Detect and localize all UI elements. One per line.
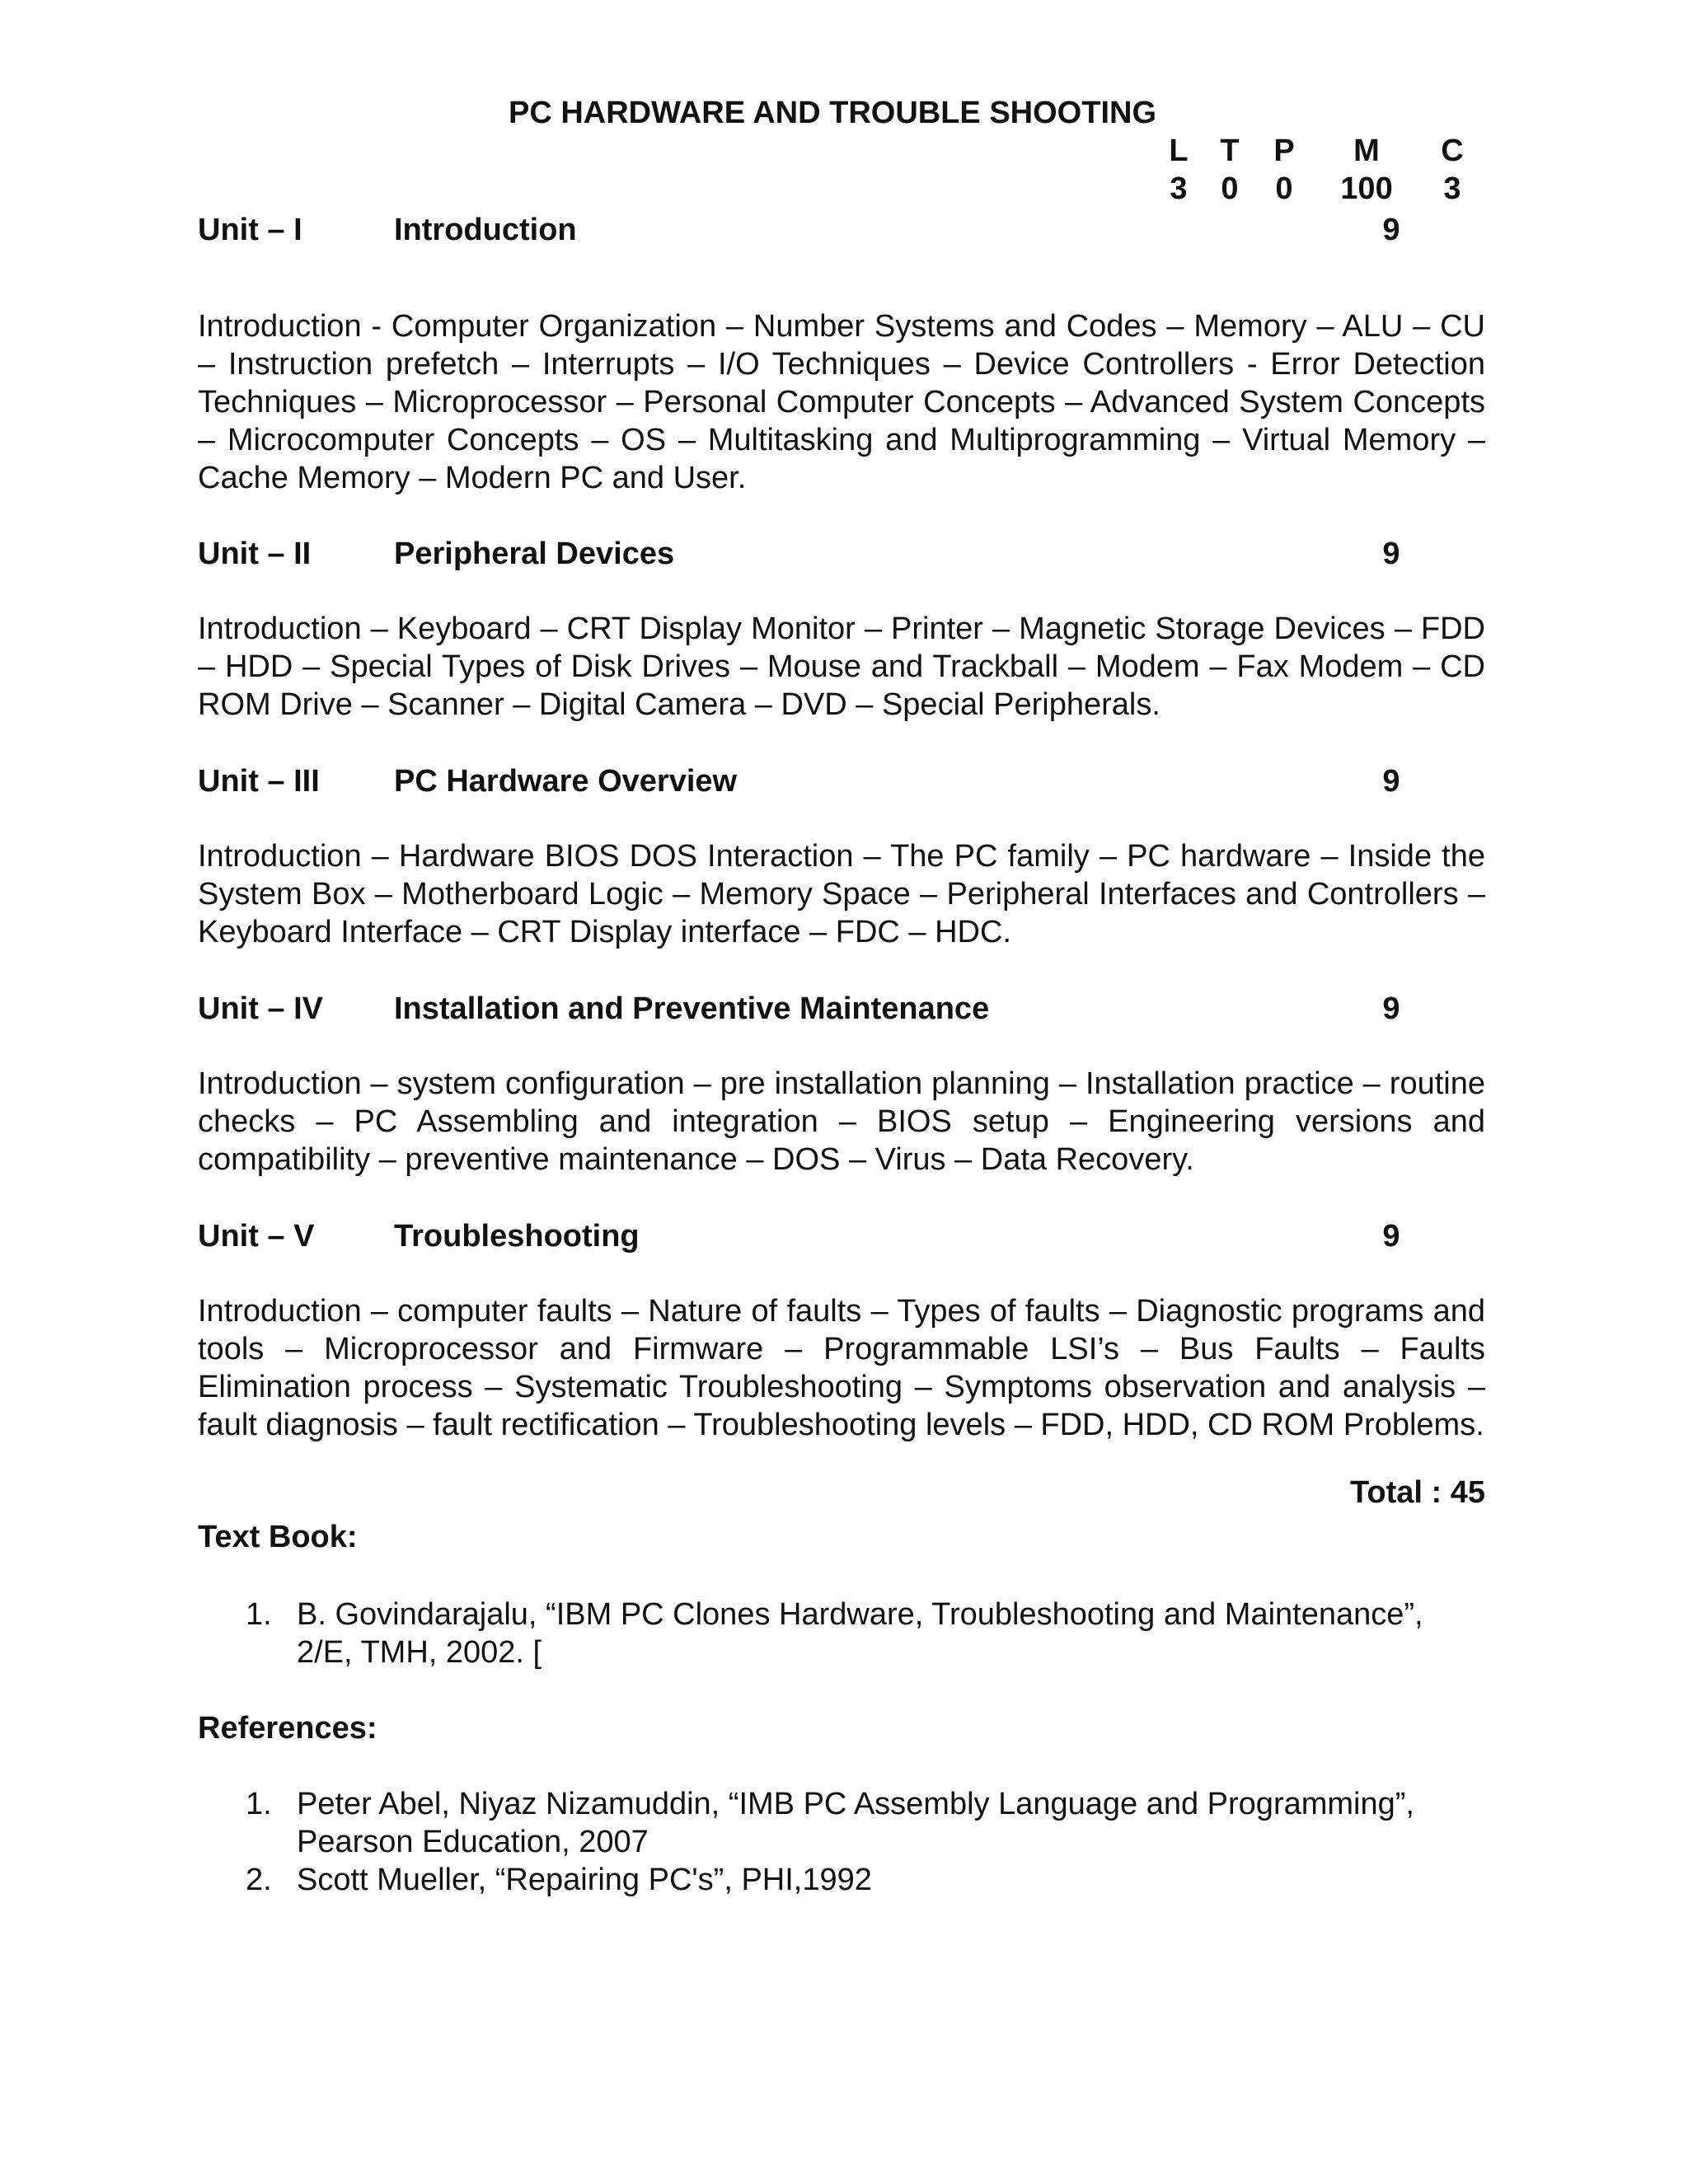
unit-2-heading [198, 533, 1485, 574]
unit-hours: 9 [1382, 213, 1400, 247]
unit-1-content: Introduction - Computer Organization – Number Systems and Codes – Memory – ALU – CU – Instruction prefetch – Interrupts – I/O Techniques – Device Controllers - Error Detection Techniques – Microprocessor – Personal Computer Concepts – Advanced System Concepts – Microcomputer Concepts – OS – Multitasking and Multiprogramming – Virtual Memory – Cache Memory – Modern PC and User. [198, 309, 1485, 495]
unit-hours: 9 [1382, 764, 1400, 799]
list-item-text: Scott Mueller, “Repairing PC's”, PHI,1992 [297, 1863, 872, 1897]
unit-title: PC Hardware Overview [394, 764, 738, 799]
unit-3-content: Introduction – Hardware BIOS DOS Interaction – The PC family – PC hardware – Inside the System Box – Motherboard Logic – Memory Space – Peripheral Interfaces and Controllers – Keyboard Interface – CRT Display interface – FDC – HDC. [198, 839, 1485, 949]
unit-label: Unit – V [198, 1219, 315, 1254]
unit-2-content: Introduction – Keyboard – CRT Display Monitor – Printer – Magnetic Storage Devices – FDD – HDD – Special Types of Disk Drives – Mouse and Trackball – Modem – Fax Modem – CD ROM Drive – Scanner – Digital Camera – DVD – Special Peripherals. [198, 612, 1485, 722]
unit-5-content: Introduction – computer faults – Nature of faults – Types of faults – Diagnostic programs and tools – Microprocessor and Firmware – Programmable LSI’s – Bus Faults – Faults Elimination process – Systematic Troubleshooting – Symptoms observation and analysis – fault diagnosis – fault rectification – Troubleshooting levels – FDD, HDD, CD ROM Problems. [198, 1294, 1485, 1442]
list-item-text: Peter Abel, Niyaz Nizamuddin, “IMB PC Assembly Language and Programming”, Pearson Education, 2007 [297, 1787, 1414, 1859]
references-heading: References: [198, 1711, 377, 1746]
list-item-number: 2. [246, 1863, 272, 1897]
unit-4-content: Introduction – system configuration – pre installation planning – Installation practice – routine checks – PC Assembling and integration – BIOS setup – Engineering versions and compatibility – preventive maintenance – DOS – Virus – Data Recovery. [198, 1066, 1485, 1177]
credit-value-row [1170, 171, 1485, 209]
unit-hours: 9 [1382, 1219, 1400, 1254]
list-item [198, 1596, 1485, 1671]
unit-1-heading [198, 209, 1485, 251]
credit-table [1169, 134, 1485, 209]
text-book-heading: Text Book: [198, 1520, 358, 1554]
unit-title: Peripheral Devices [394, 537, 675, 571]
unit-label: Unit – II [198, 537, 312, 571]
list-item [198, 1785, 1485, 1861]
unit-5-heading [198, 1216, 1485, 1257]
unit-4-heading [198, 988, 1485, 1029]
unit-label: Unit – IV [198, 991, 324, 1026]
credit-header-t: T [1220, 134, 1240, 168]
list-item-number: 1. [246, 1597, 272, 1632]
credit-header-row [1169, 134, 1485, 171]
credit-header-c: C [1441, 134, 1464, 168]
credit-value-m: 100 [1340, 171, 1393, 206]
unit-title: Installation and Preventive Maintenance [394, 991, 990, 1026]
course-title: PC HARDWARE AND TROUBLE SHOOTING [508, 96, 1157, 130]
credit-value-l: 3 [1170, 171, 1188, 206]
credit-header-p: P [1273, 134, 1295, 168]
unit-title: Introduction [394, 213, 577, 247]
references-list [198, 1785, 1485, 1899]
credit-header-l: L [1169, 134, 1189, 168]
text-book-list [198, 1596, 1485, 1671]
unit-hours: 9 [1382, 991, 1400, 1026]
unit-label: Unit – III [198, 764, 320, 799]
credit-value-c: 3 [1443, 171, 1461, 206]
unit-3-heading [198, 761, 1485, 802]
credit-header-m: M [1353, 134, 1380, 168]
credit-value-t: 0 [1221, 171, 1239, 206]
list-item-number: 1. [246, 1787, 272, 1821]
list-item [198, 1861, 1485, 1899]
unit-title: Troubleshooting [394, 1219, 640, 1254]
unit-hours: 9 [1382, 537, 1400, 571]
unit-label: Unit – I [198, 213, 302, 247]
credit-value-p: 0 [1275, 171, 1293, 206]
list-item-text: B. Govindarajalu, “IBM PC Clones Hardware, Troubleshooting and Maintenance”, 2/E, TMH, 2002. [ [297, 1597, 1423, 1670]
total-hours: Total : 45 [1350, 1475, 1485, 1510]
